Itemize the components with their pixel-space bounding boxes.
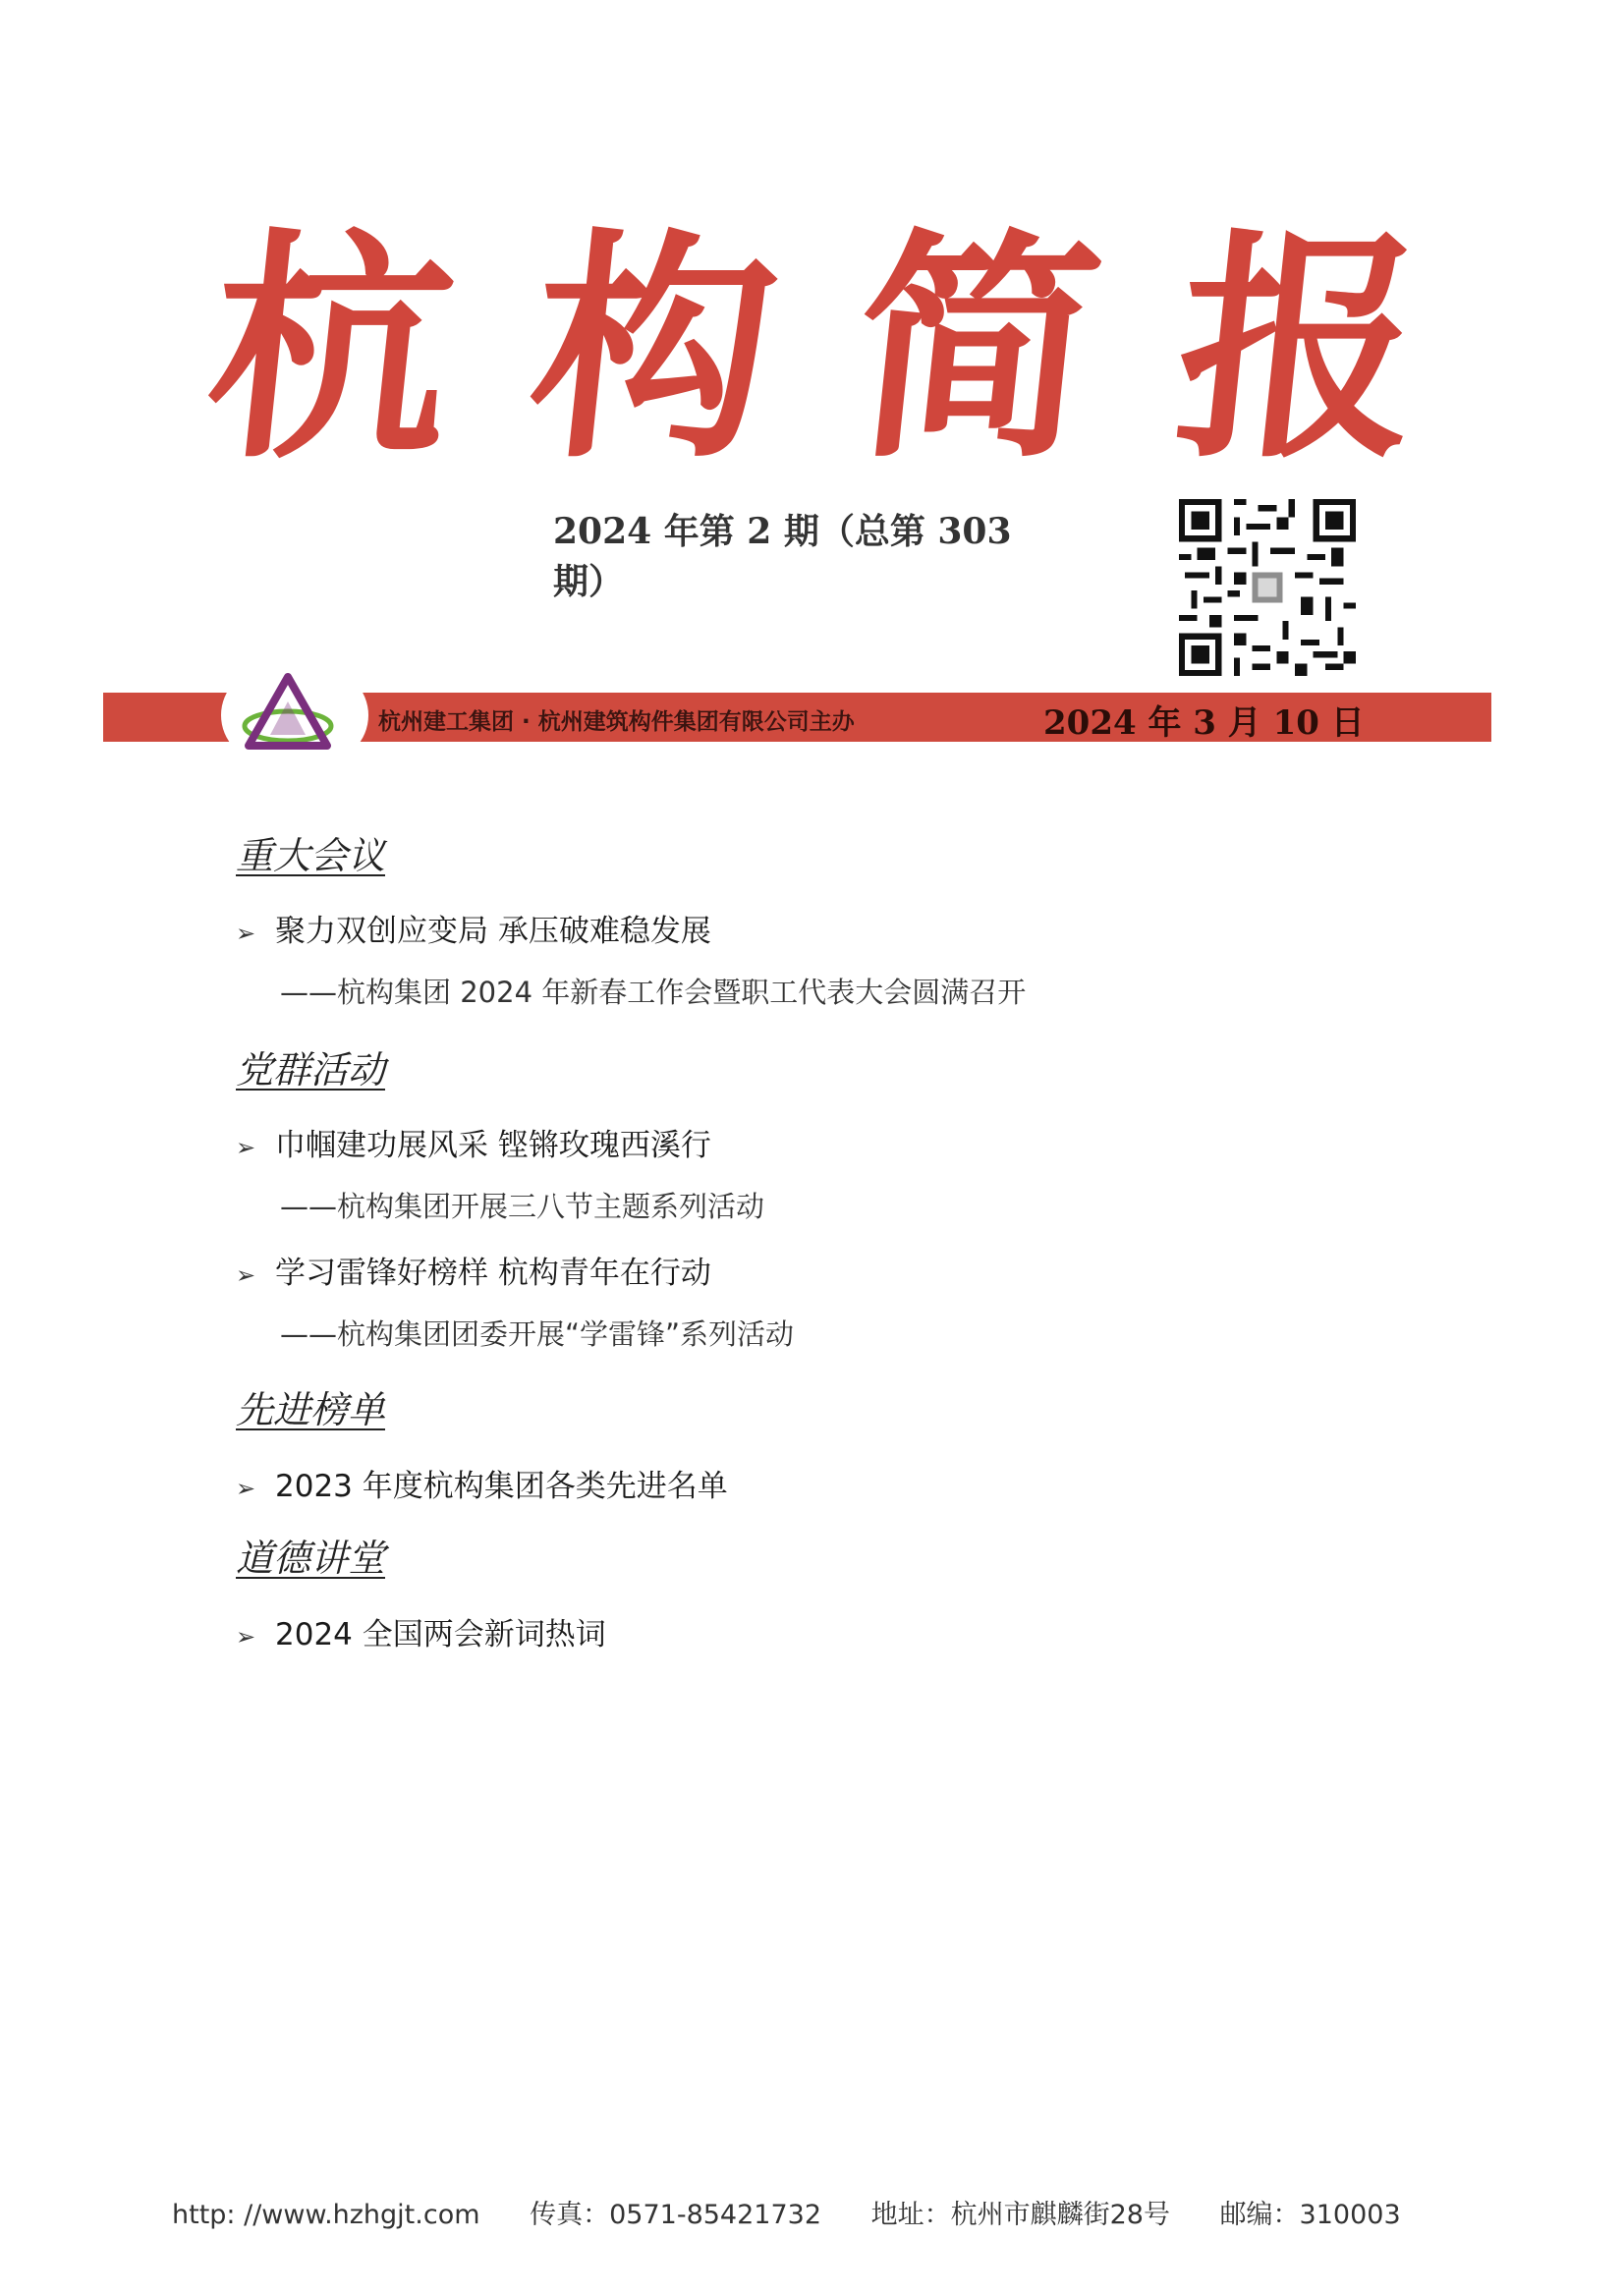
toc-item[interactable]	[236, 906, 711, 950]
toc-item[interactable]	[236, 1461, 728, 1505]
company-logo-icon	[239, 672, 337, 760]
issue-date: 2024 年 3 月 10 日	[1043, 703, 1365, 743]
footer-address: 地址：杭州市麒麟街28号	[870, 2200, 1170, 2230]
footer-contact	[172, 2193, 1449, 2231]
masthead-char: 简	[841, 206, 1112, 490]
masthead-char: 杭	[196, 206, 468, 490]
arrow-bullet-icon: ➢	[236, 1134, 256, 1161]
toc-item-subtitle: ——杭构集团团委开展“学雷锋”系列活动	[280, 1317, 795, 1351]
arrow-bullet-icon: ➢	[236, 1261, 256, 1289]
section-heading: 道德讲堂	[236, 1537, 386, 1580]
arrow-bullet-icon: ➢	[236, 920, 256, 947]
qr-code	[1179, 499, 1356, 676]
toc-item-subtitle: ——杭构集团开展三八节主题系列活动	[280, 1190, 765, 1223]
masthead-char: 报	[1163, 206, 1435, 490]
toc-item-subtitle: ——杭构集团 2024 年新春工作会暨职工代表大会圆满召开	[280, 976, 1027, 1009]
arrow-bullet-icon: ➢	[236, 1623, 256, 1651]
section-heading: 先进榜单	[236, 1388, 386, 1431]
toc-item[interactable]	[236, 1120, 711, 1164]
footer-website[interactable]: http: //www.hzhgjt.com	[172, 2200, 480, 2230]
sponsor-text: 杭州建工集团 · 杭州建筑构件集团有限公司主办	[378, 709, 855, 735]
arrow-bullet-icon: ➢	[236, 1475, 256, 1502]
toc-item[interactable]	[236, 1609, 606, 1653]
masthead-title	[196, 206, 1435, 490]
section-heading: 党群活动	[236, 1048, 386, 1092]
toc-item[interactable]	[236, 1248, 711, 1292]
section-heading: 重大会议	[236, 834, 386, 877]
toc-item-title: 2024 全国两会新词热词	[275, 1617, 606, 1652]
toc-item-title: 2023 年度杭构集团各类先进名单	[275, 1469, 728, 1504]
toc-item-title: 巾帼建功展风采 铿锵玫瑰西溪行	[275, 1128, 711, 1163]
footer-fax: 传真：0571-85421732	[530, 2200, 822, 2230]
issue-number: 2024 年第 2 期（总第 303 期）	[553, 511, 1012, 602]
toc-item-title: 学习雷锋好榜样 杭构青年在行动	[275, 1256, 711, 1291]
toc-item-title: 聚力双创应变局 承压破难稳发展	[275, 914, 711, 949]
footer-postcode: 邮编：310003	[1219, 2200, 1401, 2230]
masthead-char: 构	[519, 206, 790, 490]
